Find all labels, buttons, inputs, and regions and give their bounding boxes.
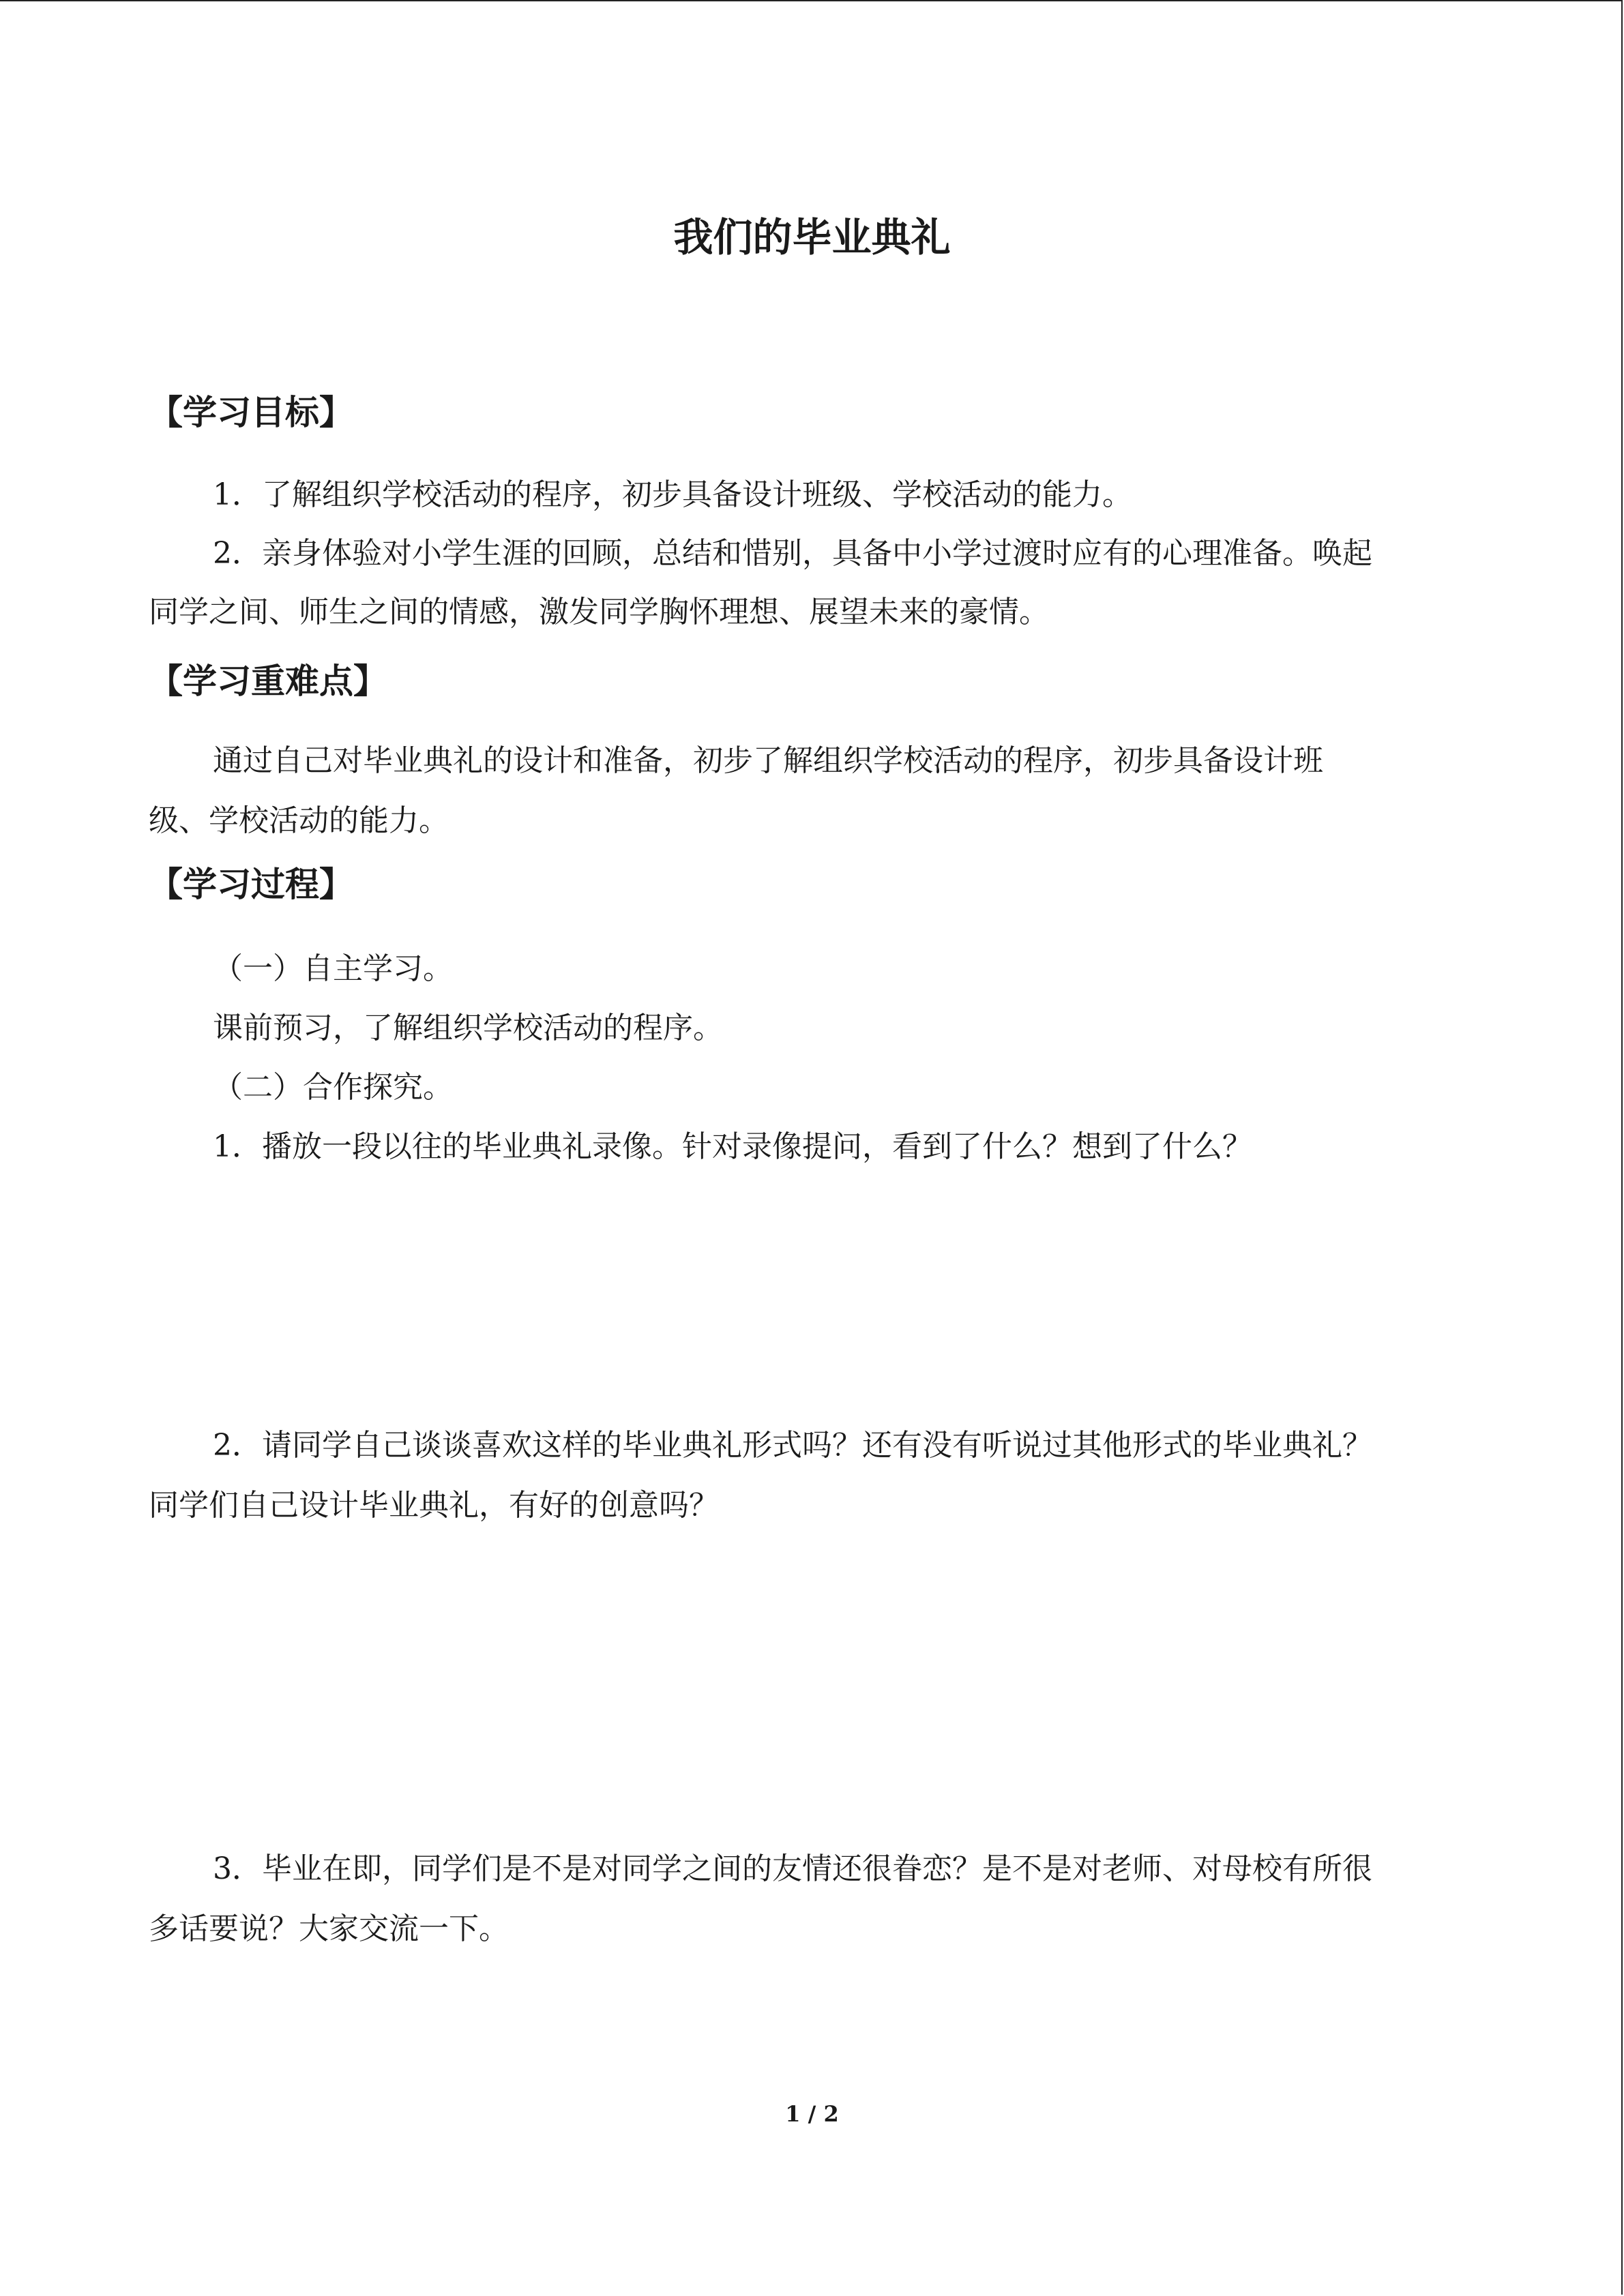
process-question-2-line-2: 同学们自己设计毕业典礼，有好的创意吗？ bbox=[149, 1488, 719, 1523]
process-part-1-label: （一）自主学习。 bbox=[213, 951, 453, 986]
process-part-1-text: 课前预习，了解组织学校活动的程序。 bbox=[213, 1011, 723, 1045]
heading-objectives: 【学习目标】 bbox=[149, 393, 353, 432]
process-part-2-label: （二）合作探究。 bbox=[213, 1070, 453, 1105]
heading-process: 【学习过程】 bbox=[149, 865, 353, 904]
objective-item-1: 1．了解组织学校活动的程序，初步具备设计班级、学校活动的能力。 bbox=[213, 477, 1132, 512]
page-number: 1 / 2 bbox=[785, 2101, 839, 2127]
key-points-line-1: 通过自己对毕业典礼的设计和准备，初步了解组织学校活动的程序，初步具备设计班 bbox=[213, 743, 1323, 778]
objective-item-2-line-2: 同学之间、师生之间的情感，激发同学胸怀理想、展望未来的豪情。 bbox=[149, 595, 1049, 629]
process-question-3-line-1: 3．毕业在即，同学们是不是对同学之间的友情还很眷恋？是不是对老师、对母校有所很 bbox=[213, 1851, 1372, 1886]
process-question-2-line-1: 2．请同学自己谈谈喜欢这样的毕业典礼形式吗？还有没有听说过其他形式的毕业典礼？ bbox=[213, 1428, 1372, 1463]
objective-item-2-line-1: 2．亲身体验对小学生涯的回顾，总结和惜别，具备中小学过渡时应有的心理准备。唤起 bbox=[213, 536, 1372, 571]
process-question-1: 1．播放一段以往的毕业典礼录像。针对录像提问，看到了什么？想到了什么？ bbox=[213, 1129, 1252, 1164]
document-title: 我们的毕业典礼 bbox=[673, 214, 951, 260]
process-question-3-line-2: 多话要说？大家交流一下。 bbox=[149, 1911, 509, 1946]
key-points-line-2: 级、学校活动的能力。 bbox=[149, 803, 449, 838]
heading-key-points: 【学习重难点】 bbox=[149, 661, 387, 701]
